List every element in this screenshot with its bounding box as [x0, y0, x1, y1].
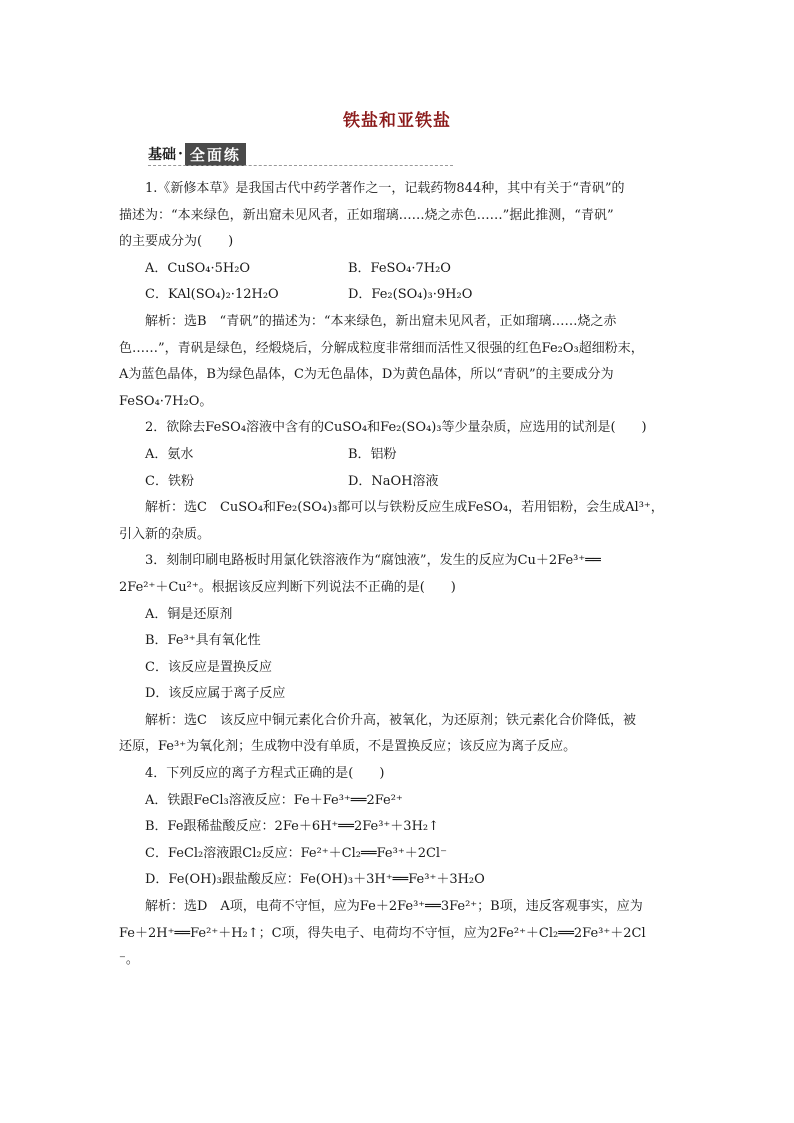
- q1-option-c: C．KAl(SO₄)₂·12H₂O: [145, 287, 279, 303]
- q1-stem-line: 的主要成分为( ): [119, 234, 234, 250]
- q4-stem: 4．下列反应的离子方程式正确的是( ): [145, 766, 385, 782]
- question-2: [119, 415, 677, 548]
- section-tag: 全面练: [185, 143, 246, 166]
- q1-option-d: D．Fe₂(SO₄)₃·9H₂O: [348, 287, 473, 303]
- q1-stem-line: 1.《新修本草》是我国古代中药学著作之一，记载药物844种，其中有关于“青矾”的: [145, 181, 625, 196]
- q3-option-a: A．铜是还原剂: [145, 606, 233, 622]
- q1-options-row: [119, 256, 677, 283]
- question-4: [119, 761, 677, 974]
- q4-analysis-line: ⁻。: [119, 952, 139, 968]
- page-title: 铁盐和亚铁盐: [343, 111, 451, 131]
- q4-analysis-line: 解析：选D A项，电荷不守恒，应为Fe＋2Fe³⁺══3Fe²⁺；B项，违反客观事实，应为: [145, 899, 643, 915]
- q3-stem-line: 3．刻制印刷电路板时用氯化铁溶液作为“腐蚀液”，发生的反应为Cu＋2Fe³⁺══: [145, 553, 601, 569]
- q1-options-row: [119, 282, 677, 309]
- exercise-content: [119, 176, 677, 974]
- q4-option-a: A．铁跟FeCl₃溶液反应：Fe＋Fe³⁺══2Fe²⁺: [145, 792, 403, 808]
- q1-stem-line: 描述为：“本来绿色，新出窟未见风者，正如瑠璃……烧之赤色……”据此推测，“青矾”: [119, 207, 614, 223]
- q1-analysis-line: A为蓝色晶体，B为绿色晶体，C为无色晶体，D为黄色晶体，所以“青矾”的主要成分为: [119, 367, 614, 383]
- section-divider: [148, 165, 453, 166]
- q3-option-d: D．该反应属于离子反应: [145, 686, 286, 702]
- q2-option-c: C．铁粉: [145, 473, 194, 489]
- q3-analysis-line: 解析：选C 该反应中铜元素化合价升高，被氧化，为还原剂；铁元素化合价降低，被: [145, 712, 636, 728]
- q4-option-d: D．Fe(OH)₃跟盐酸反应：Fe(OH)₃＋3H⁺══Fe³⁺＋3H₂O: [145, 872, 485, 888]
- q4-option-c: C．FeCl₂溶液跟Cl₂反应：Fe²⁺＋Cl₂══Fe³⁺＋2Cl⁻: [145, 845, 447, 861]
- q2-options-row: [119, 469, 677, 496]
- question-3: [119, 548, 677, 761]
- q2-analysis-line: 解析：选C CuSO₄和Fe₂(SO₄)₃都可以与铁粉反应生成FeSO₄，若用铝粉，会生成Al³⁺，: [145, 500, 664, 516]
- q3-option-c: C．该反应是置换反应: [145, 659, 272, 675]
- section-dot: ·: [178, 146, 183, 162]
- q2-option-b: B．铝粉: [348, 446, 397, 462]
- q1-analysis-line: 色……”，青矾是绿色，经煅烧后，分解成粒度非常细而活性又很强的红色Fe₂O₃超细粉末，: [119, 340, 644, 356]
- q2-option-a: A．氨水: [145, 446, 194, 462]
- q2-stem: 2．欲除去FeSO₄溶液中含有的CuSO₄和Fe₂(SO₄)₃等少量杂质，应选用的试剂是( ): [145, 420, 647, 436]
- q4-analysis-line: Fe＋2H⁺══Fe²⁺＋H₂↑；C项，得失电子、电荷均不守恒，应为2Fe²⁺＋Cl₂══2Fe³⁺＋2Cl: [119, 925, 646, 941]
- q3-option-b: B．Fe³⁺具有氧化性: [145, 633, 261, 649]
- q2-options-row: [119, 442, 677, 469]
- q3-analysis-line: 还原，Fe³⁺为氧化剂；生成物中没有单质，不是置换反应；该反应为离子反应。: [119, 739, 577, 755]
- q4-option-b: B．Fe跟稀盐酸反应：2Fe＋6H⁺══2Fe³⁺＋3H₂↑: [145, 819, 440, 835]
- q1-analysis-line: FeSO₄·7H₂O。: [119, 393, 213, 409]
- section-heading: [148, 143, 246, 165]
- q1-analysis-line: 解析：选B “青矾”的描述为：“本来绿色，新出窟未见风者，正如瑠璃……烧之赤: [145, 313, 617, 329]
- q3-stem-line: 2Fe²⁺＋Cu²⁺。根据该反应判断下列说法不正确的是( ): [119, 579, 456, 595]
- section-label: 基础: [148, 147, 176, 163]
- q2-option-d: D．NaOH溶液: [348, 473, 439, 489]
- q1-option-b: B．FeSO₄·7H₂O: [348, 260, 451, 276]
- q1-option-a: A．CuSO₄·5H₂O: [145, 260, 251, 276]
- question-1: [119, 176, 677, 415]
- q2-analysis-line: 引入新的杂质。: [119, 526, 211, 542]
